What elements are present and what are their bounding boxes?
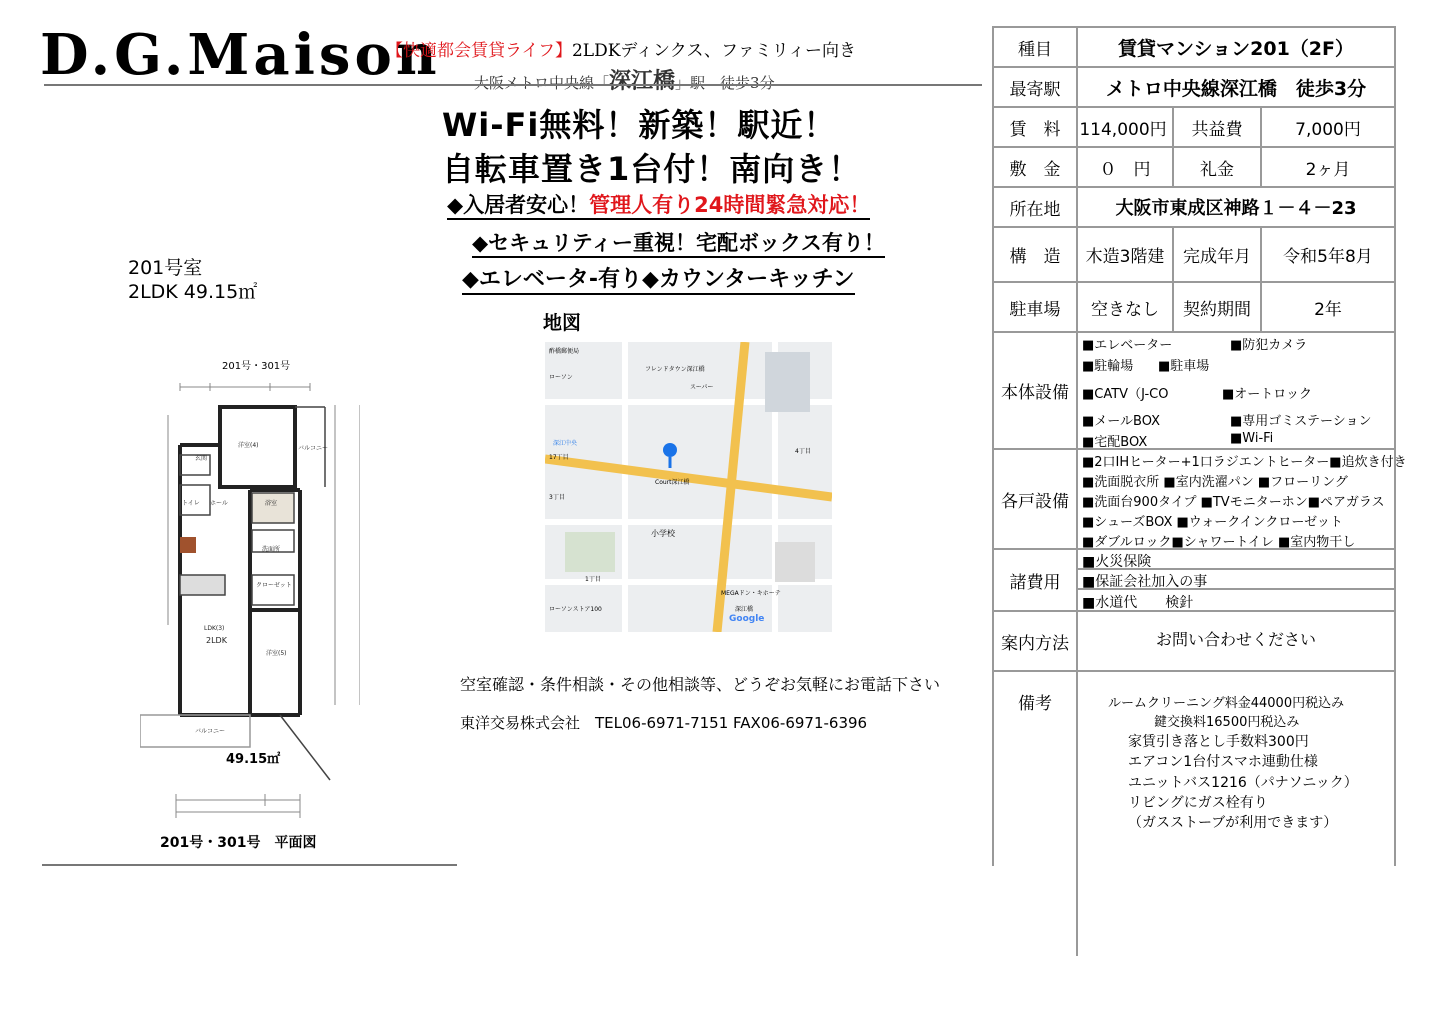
equipment-item: ■宅配BOX: [1082, 435, 1148, 450]
rent-value: 114,000円: [1079, 119, 1167, 140]
station-pre: 大阪メトロ中央線「: [474, 74, 610, 92]
map-label: フレンドタウン深江橋: [645, 366, 705, 373]
tagline-text: 2LDKディンクス、ファミリィー向き: [571, 41, 857, 61]
svg-text:クローゼット: クローゼット: [256, 582, 292, 589]
key-money-value: 2ヶ月: [1305, 159, 1351, 180]
building-equipment-label: 本体設備: [1001, 383, 1069, 403]
unit-equipment-item: ■洗面台900タイプ ■TVモニターホン■ペアガラス: [1082, 495, 1385, 510]
floorplan-caption: 201号・301号 平面図: [160, 835, 317, 851]
parking-value: 空きなし: [1091, 299, 1159, 320]
remark-item: （ガスストーブが利用できます）: [1128, 815, 1338, 831]
map-label: MEGAドン・キホーテ: [721, 590, 781, 597]
floor-plan: [140, 375, 360, 795]
deposit-label: 敷 金: [1009, 159, 1061, 180]
remark-item: 鍵交換料16500円税込み: [1154, 715, 1300, 730]
unit-equipment-item: ■シューズBOX ■ウォークインクローゼット: [1082, 515, 1343, 530]
term-label: 契約期間: [1183, 299, 1251, 320]
map-label: 小学校: [651, 529, 675, 538]
unit-equipment-label: 各戸設備: [1001, 491, 1069, 512]
floorplan-area: 49.15㎡: [226, 752, 281, 767]
contact-message: 空室確認・条件相談・その他相談等、どうぞお気軽にお電話下さい: [460, 675, 941, 694]
headline-2: 自転車置き1台付！南向き！: [442, 150, 862, 188]
kind-label: 種目: [1018, 39, 1052, 60]
unit-equipment-item: ■洗面脱衣所 ■室内洗濯パン ■フローリング: [1082, 475, 1348, 490]
contact-company: 東洋交易株式会社 TEL06-6971-7151 FAX06-6971-6396: [460, 714, 868, 732]
cost-item: ■保証会社加入の事: [1082, 574, 1208, 590]
headline-1: Wi-Fi無料！新築！駅近！: [442, 106, 837, 144]
guide-label: 案内方法: [1001, 633, 1069, 654]
remark-item: 家賃引き落とし手数料300円: [1128, 734, 1309, 750]
remark-item: リビングにガス栓有り: [1128, 795, 1268, 811]
room-number: 201号室: [128, 257, 203, 279]
parking-label: 駐車場: [1009, 299, 1061, 320]
svg-text:LDK(3): LDK(3): [204, 625, 225, 632]
feature-3: ◆エレベータ-有り◆カウンターキッチン: [462, 267, 855, 295]
deposit-value: ０ 円: [1099, 159, 1151, 180]
remark-item: エアコン1台付スマホ連動仕様: [1128, 754, 1318, 770]
equipment-item: ■メールBOX: [1082, 414, 1161, 429]
equipment-item: ■駐車場: [1158, 359, 1210, 374]
key-money-label: 礼金: [1200, 159, 1234, 180]
tagline-highlight: 【快適都会賃貸ライフ】: [386, 41, 572, 61]
remark-item: ルームクリーニング料金44000円税込み: [1108, 696, 1345, 711]
structure-value: 木造3階建: [1085, 247, 1165, 267]
svg-text:浴室: 浴室: [265, 500, 278, 507]
remark-item: ユニットバス1216（パナソニック）: [1128, 775, 1358, 791]
cost-item: ■火災保険: [1082, 554, 1152, 570]
svg-text:バルコニー: バルコニー: [298, 445, 329, 452]
station-post: 」駅 徒歩3分: [675, 74, 775, 92]
fee-value: 7,000円: [1295, 119, 1361, 140]
floorplan-dimensions: [170, 790, 310, 820]
map-label: ローソン: [549, 374, 573, 381]
equipment-item: ■防犯カメラ: [1230, 338, 1308, 353]
feature-1-highlight: 管理人有り24時間緊急対応！: [589, 193, 871, 217]
svg-text:ホール: ホール: [210, 500, 228, 507]
equipment-item: ■専用ゴミステーション: [1230, 414, 1372, 429]
svg-text:トイレ: トイレ: [182, 500, 200, 507]
floorplan-title: 201号・301号: [222, 361, 291, 372]
costs-label: 諸費用: [1009, 572, 1061, 593]
station-label: 最寄駅: [1009, 79, 1061, 100]
room-info: [128, 256, 257, 304]
map: [545, 342, 832, 632]
map-title: 地図: [543, 312, 582, 334]
header-divider: [44, 84, 982, 86]
map-label: スーパー: [690, 384, 714, 391]
map-label: 深江中央: [553, 440, 578, 447]
equipment-item: ■Wi-Fi: [1230, 431, 1274, 446]
svg-text:洗面所: 洗面所: [262, 546, 281, 553]
equipment-item: ■駐輪場: [1082, 359, 1134, 374]
map-label: 深江橋: [735, 606, 754, 613]
remarks-label: 備考: [1018, 693, 1052, 714]
rent-label: 賃 料: [1009, 119, 1061, 140]
room-spec: 2LDK 49.15㎡: [128, 281, 258, 303]
map-label: 17丁目: [549, 454, 569, 461]
svg-text:2LDK: 2LDK: [206, 636, 227, 645]
unit-equipment-item: ■2口IHヒーター+1口ラジエントヒーター■追炊き付き: [1082, 455, 1407, 470]
property-table: [992, 26, 1407, 956]
station-value: メトロ中央線深江橋 徒歩3分: [1105, 77, 1367, 100]
tagline: [386, 36, 856, 61]
structure-label: 構 造: [1009, 247, 1061, 267]
equipment-item: ■CATV（J-CO: [1082, 387, 1169, 402]
svg-text:バルコニー: バルコニー: [195, 728, 226, 735]
map-label: 酢橋郵便局: [549, 348, 580, 355]
fee-label: 共益費: [1191, 119, 1243, 140]
station-name: 深江橋: [609, 68, 676, 94]
map-label: Court深江橋: [655, 479, 690, 486]
map-label: 3丁目: [549, 494, 565, 501]
map-label: Google: [729, 614, 765, 624]
map-label: 1丁目: [585, 576, 601, 583]
cost-item: ■水道代 検針: [1082, 595, 1194, 611]
equipment-item: ■オートロック: [1222, 387, 1313, 402]
built-value: 令和5年8月: [1283, 247, 1373, 267]
map-label: 4丁目: [795, 448, 811, 455]
equipment-item: ■エレベーター: [1082, 338, 1173, 353]
kind-value: 賃貸マンション201（2F）: [1117, 37, 1354, 60]
svg-text:洋室(5): 洋室(5): [266, 650, 287, 657]
svg-text:玄関: 玄関: [195, 455, 208, 462]
brand-logo: D.G.Maison: [40, 22, 441, 88]
guide-value: お問い合わせください: [1155, 629, 1316, 649]
built-label: 完成年月: [1183, 247, 1251, 267]
map-graphic: [545, 342, 832, 632]
plan-divider: [42, 864, 457, 866]
address-label: 所在地: [1009, 199, 1061, 220]
station-info: [474, 64, 775, 95]
term-value: 2年: [1314, 299, 1342, 320]
map-label: ローソンストア100: [549, 606, 602, 613]
address-value: 大阪市東成区神路１－４－23: [1115, 198, 1357, 219]
svg-text:洋室(4): 洋室(4): [238, 442, 259, 449]
feature-1: [447, 192, 870, 220]
feature-2: ◆セキュリティー重視！宅配ボックス有り！: [472, 230, 885, 258]
unit-equipment-item: ■ダブルロック■シャワートイレ ■室内物干し: [1082, 535, 1356, 550]
feature-1-text: ◆入居者安心！: [447, 193, 590, 217]
